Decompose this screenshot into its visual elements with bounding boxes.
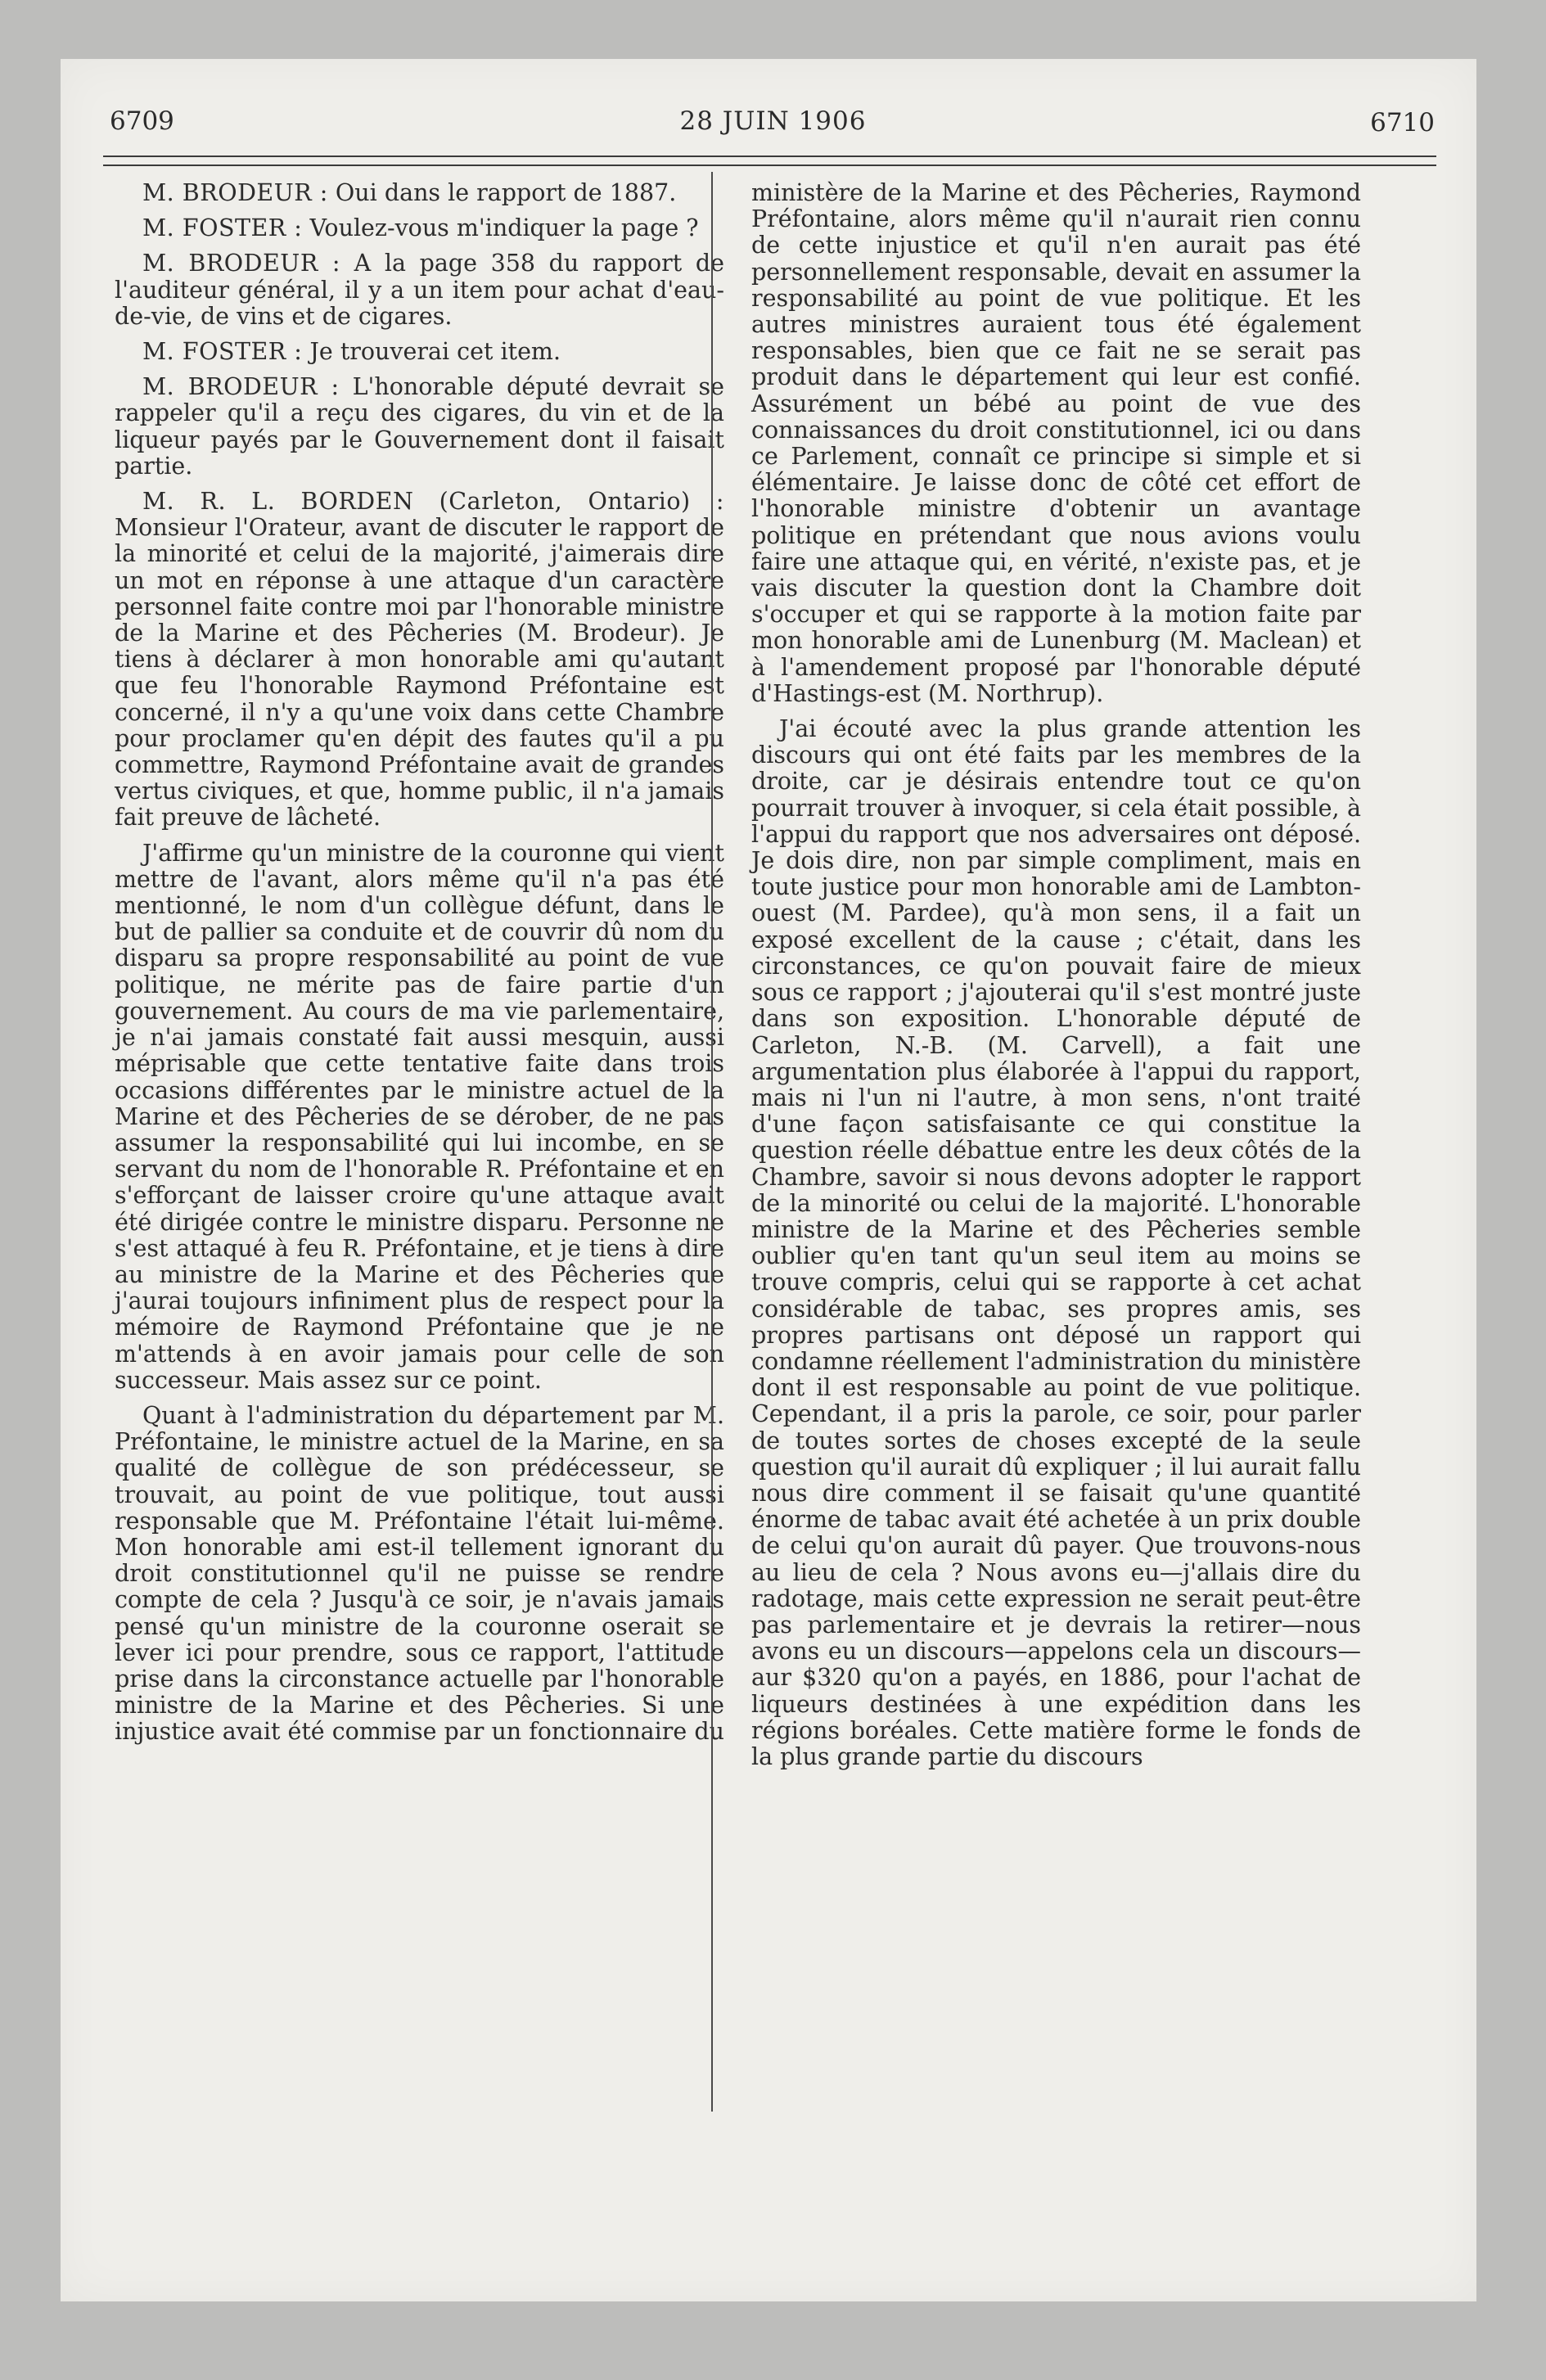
- paragraph-text: ministère de la Marine et des Pêcheries, Raymond Préfontaine, alors même qu'il n'aurait rien connu de cette injustice et qu'il n'en aurait pas été personnellement responsable, devait en assumer la responsabilité au point de vue politique. Et les autres ministres auraient tous été également responsables, bien que ce fait ne se serait pas produit dans le département qui leur est confié. Assurément un bébé au point de vue des connaissances du droit constitutionnel, ici ou dans ce Parlement, connaît ce principe si simple et si élémentaire. Je laisse donc de côté cet effort de l'honorable ministre d'obtenir un avantage politique en prétendant que nous avions voulu faire une attaque qui, en vérité, n'existe pas, et je vais discuter la question dont la Chambre doit s'occuper et qui se rapporte à la motion faite par mon honorable ami de Lunenburg (M. Maclean) et à l'amendement proposé par l'honorable député d'Hastings-est (M. Northrup).: [751, 179, 1361, 707]
- paragraph: [115, 1403, 724, 1746]
- paragraph: [115, 339, 724, 365]
- paragraph: [115, 215, 724, 241]
- header-rule-bottom: [103, 165, 1436, 166]
- right-column: [751, 180, 1361, 1779]
- paragraph-text: L'honorable député devrait se rappeler qu'il a reçu des cigares, du vin et de la liqueur payés par le Gouvernement dont il faisait partie.: [115, 373, 724, 480]
- speaker-name: M. FOSTER :: [142, 214, 303, 242]
- paragraph: [751, 716, 1361, 1770]
- paragraph-text: Monsieur l'Orateur, avant de discuter le rapport de la minorité et celui de la majorité, j'aimerais dire un mot en réponse à une attaque d'un caractère personnel faite contre moi par l'honorable ministre de la Marine et des Pêcheries (M. Brodeur). Je tiens à déclarer à mon honorable ami qu'autant que feu l'honorable Raymond Préfontaine est concerné, il n'y a qu'une voix dans cette Chambre pour proclamer qu'en dépit des fautes qu'il a pu commettre, Raymond Préfontaine avait de grandes vertus civiques, et que, homme public, il n'a jamais fait preuve de lâcheté.: [115, 514, 724, 832]
- page-number-right: 6710: [1370, 108, 1435, 137]
- paragraph: [751, 180, 1361, 707]
- paragraph-text: A la page 358 du rapport de l'auditeur général, il y a un item pour achat d'eau-de-vie, de vins et de cigares.: [115, 250, 724, 330]
- page-number-left: 6709: [110, 106, 174, 136]
- column-divider: [711, 172, 713, 2112]
- left-column: [115, 180, 724, 1755]
- paragraph-text: Oui dans le rapport de 1887.: [327, 179, 677, 206]
- speaker-name: M. FOSTER :: [142, 338, 303, 366]
- speaker-name: M. BRODEUR :: [142, 373, 340, 401]
- paragraph-text: J'ai écouté avec la plus grande attention les discours qui ont été faits par les membres de la droite, car je désirais entendre tout ce qu'on pourrait trouver à invoquer, si cela était possible, à l'appui du rapport que nos adversaires ont déposé. Je dois dire, non par simple compliment, mais en toute justice pour mon honorable ami de Lambton-ouest (M. Pardee), qu'à mon sens, il a fait un exposé excellent de la cause ; c'était, dans les circonstances, ce qu'on pouvait faire de mieux sous ce rapport ; j'ajouterai qu'il s'est montré juste dans son exposition. L'honorable député de Carleton, N.-B. (M. Carvell), a fait une argumentation plus élaborée à l'appui du rapport, mais ni l'un ni l'autre, à mon sens, n'ont traité d'une façon satisfaisante ce qui constitue la question réelle débattue entre les deux côtés de la Chambre, savoir si nous devons adopter le rapport de la minorité ou celui de la majorité. L'honorable ministre de la Marine et des Pêcheries semble oublier qu'en tant qu'un seul item au moins se trouve compris, celui qui se rapporte à cet achat considérable de tabac, ses propres amis, ses propres partisans ont déposé un rapport qui condamne réellement l'administration du ministère dont il est responsable au point de vue politique. Cependant, il a pris la parole, ce soir, pour parler de toutes sortes de choses excepté de la seule question qu'il aurait dû expliquer ; il lui aurait fallu nous dire comment il se faisait qu'une quantité énorme de tabac avait été achetée à un prix double de celui qu'on aurait dû payer. Que trouvons-nous au lieu de cela ? Nous avons eu—j'allais dire du radotage, mais cette expression ne serait peut-être pas parlementaire et je devrais la retirer—nous avons eu un discours—appelons cela un discours—aur $320 qu'on a payés, en 1886, pour l'achat de liqueurs destinées à une expédition dans les régions boréales. Cette matière forme le fonds de la plus grande partie du discours: [751, 715, 1361, 1770]
- speaker-name: M. BRODEUR :: [142, 250, 341, 277]
- paragraph: [115, 374, 724, 480]
- paragraph: [115, 180, 724, 206]
- paragraph-text: Je trouverai cet item.: [302, 338, 561, 366]
- speaker-name: M. R. L. BORDEN (Carleton, Ontario) :: [142, 488, 724, 516]
- paragraph-text: J'affirme qu'un ministre de la couronne qui vient mettre de l'avant, alors même qu'il n'a pas été mentionné, le nom d'un collègue défunt, dans le but de pallier sa conduite et de couvrir dû nom du disparu sa propre responsabilité au point de vue politique, ne mérite pas de faire partie d'un gouvernement. Au cours de ma vie parlementaire, je n'ai jamais constaté fait aussi mesquin, aussi méprisable que cette tentative faite dans trois occasions différentes par le ministre actuel de la Marine et des Pêcheries de se dérober, de ne pas assumer la responsabilité qui lui incombe, en se servant du nom de l'honorable R. Préfontaine et en s'efforçant de laisser croire qu'une attaque avait été dirigée contre le ministre disparu. Personne ne s'est attaqué à feu R. Préfontaine, et je tiens à dire au ministre de la Marine et des Pêcheries que j'aurai toujours infiniment plus de respect pour la mémoire de Raymond Préfontaine que je ne m'attends à en avoir jamais pour celle de son successeur. Mais assez sur ce point.: [115, 839, 724, 1394]
- paragraph: [115, 250, 724, 330]
- paragraph-text: Quant à l'administration du département par M. Préfontaine, le ministre actuel de la Marine, en sa qualité de collègue de son prédécesseur, se trouvait, au point de vue politique, tout aussi responsable que M. Préfontaine l'était lui-même. Mon honorable ami est-il tellement ignorant du droit constitutionnel qu'il ne puisse se rendre compte de cela ? Jusqu'à ce soir, je n'avais jamais pensé qu'un ministre de la couronne oserait se lever ici pour prendre, sous ce rapport, l'attitude prise dans la circonstance actuelle par l'honorable ministre de la Marine et des Pêcheries. Si une injustice avait été commise par un fonctionnaire du: [115, 1401, 724, 1746]
- header-rule-top: [103, 156, 1436, 157]
- page-header: [98, 97, 1448, 146]
- paragraph: [115, 489, 724, 832]
- paragraph-text: Voulez-vous m'indiquer la page ?: [302, 214, 699, 242]
- paragraph: [115, 841, 724, 1394]
- page-date: 28 JUIN 1906: [679, 106, 867, 136]
- speaker-name: M. BRODEUR :: [142, 179, 328, 206]
